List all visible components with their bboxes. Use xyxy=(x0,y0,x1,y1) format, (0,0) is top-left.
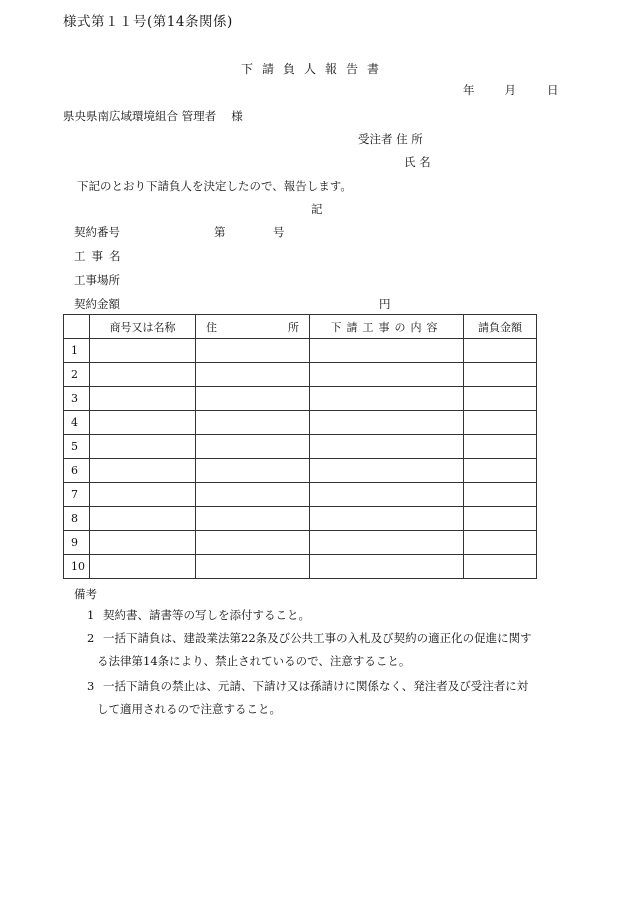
contract-amount-cell[interactable] xyxy=(464,387,537,411)
contract-number-label: 契約番号 xyxy=(74,225,120,239)
work-name-label: 工事名 xyxy=(74,249,127,263)
row-number: 4 xyxy=(64,411,90,435)
document-title: 下請負人報告書 xyxy=(241,62,389,76)
row-number: 9 xyxy=(64,531,90,555)
header-work-contents: 下請工事の内容 xyxy=(310,315,464,339)
work-place-label: 工事場所 xyxy=(74,273,120,287)
subcontractor-table xyxy=(63,314,537,579)
table-header-row xyxy=(64,315,537,339)
address-cell[interactable] xyxy=(196,507,310,531)
contract-amount-cell[interactable] xyxy=(464,459,537,483)
contract-amount-cell[interactable] xyxy=(464,363,537,387)
yen-unit: 円 xyxy=(379,297,391,311)
contract-amount-label: 契約金額 xyxy=(74,297,120,311)
table-row xyxy=(64,435,537,459)
work-contents-cell[interactable] xyxy=(310,483,464,507)
row-number: 1 xyxy=(64,339,90,363)
note-3 xyxy=(87,675,528,698)
contract-amount-cell[interactable] xyxy=(464,435,537,459)
note-1-number: 1 xyxy=(87,608,95,622)
note-2-number: 2 xyxy=(87,631,95,645)
row-number: 3 xyxy=(64,387,90,411)
work-contents-cell[interactable] xyxy=(310,531,464,555)
company-name-cell[interactable] xyxy=(90,435,196,459)
row-number: 5 xyxy=(64,435,90,459)
address-cell[interactable] xyxy=(196,483,310,507)
header-contract-amount: 請負金額 xyxy=(464,315,537,339)
company-name-cell[interactable] xyxy=(90,483,196,507)
table-row xyxy=(64,339,537,363)
contract-number-dai: 第 xyxy=(214,225,226,239)
company-name-cell[interactable] xyxy=(90,555,196,579)
contract-number-go: 号 xyxy=(273,225,285,239)
note-2-text: 一括下請負は、建設業法第22条及び公共工事の入札及び契約の適正化の促進に関す xyxy=(103,631,532,645)
company-name-cell[interactable] xyxy=(90,507,196,531)
note-1-text: 契約書、請書等の写しを添付すること。 xyxy=(103,608,310,622)
note-3-continued: して適用されるので注意すること。 xyxy=(97,702,281,716)
work-contents-cell[interactable] xyxy=(310,339,464,363)
table-row xyxy=(64,531,537,555)
company-name-cell[interactable] xyxy=(90,411,196,435)
note-3-number: 3 xyxy=(87,679,95,693)
note-1 xyxy=(87,604,310,627)
address-cell[interactable] xyxy=(196,435,310,459)
address-cell[interactable] xyxy=(196,339,310,363)
ki-heading: 記 xyxy=(311,202,323,216)
company-name-cell[interactable] xyxy=(90,531,196,555)
row-number: 6 xyxy=(64,459,90,483)
company-name-cell[interactable] xyxy=(90,387,196,411)
address-cell[interactable] xyxy=(196,531,310,555)
address-cell[interactable] xyxy=(196,387,310,411)
note-2 xyxy=(87,627,532,650)
company-name-cell[interactable] xyxy=(90,459,196,483)
work-contents-cell[interactable] xyxy=(310,387,464,411)
address-cell[interactable] xyxy=(196,459,310,483)
intro-text: 下記のとおり下請負人を決定したので、報告します。 xyxy=(77,179,352,193)
date-month: 月 xyxy=(504,83,516,97)
table-row xyxy=(64,387,537,411)
form-number: 様式第１１号(第14条関係) xyxy=(63,14,233,30)
remarks-label: 備考 xyxy=(74,587,97,601)
header-address xyxy=(196,315,310,339)
address-cell[interactable] xyxy=(196,555,310,579)
row-number: 8 xyxy=(64,507,90,531)
row-number: 10 xyxy=(64,555,90,579)
contract-amount-cell[interactable] xyxy=(464,555,537,579)
company-name-cell[interactable] xyxy=(90,363,196,387)
address-cell[interactable] xyxy=(196,411,310,435)
contract-amount-cell[interactable] xyxy=(464,339,537,363)
header-address-ju: 住 xyxy=(206,320,217,334)
contract-amount-cell[interactable] xyxy=(464,483,537,507)
header-number xyxy=(64,315,90,339)
work-contents-cell[interactable] xyxy=(310,363,464,387)
row-number: 7 xyxy=(64,483,90,507)
contractor-address-label: 受注者 住 所 xyxy=(358,132,423,146)
table-row xyxy=(64,459,537,483)
table-row xyxy=(64,363,537,387)
addressee: 県央県南広域環境組合 管理者 様 xyxy=(63,109,243,123)
contract-amount-cell[interactable] xyxy=(464,531,537,555)
work-contents-cell[interactable] xyxy=(310,507,464,531)
table-row xyxy=(64,411,537,435)
contract-amount-cell[interactable] xyxy=(464,507,537,531)
contractor-name-label: 氏 名 xyxy=(404,155,431,169)
date-line xyxy=(463,82,559,98)
table-row xyxy=(64,507,537,531)
work-contents-cell[interactable] xyxy=(310,459,464,483)
note-2-continued: る法律第14条により、禁止されているので、注意すること。 xyxy=(97,654,411,668)
work-contents-cell[interactable] xyxy=(310,435,464,459)
table-row xyxy=(64,483,537,507)
table-row xyxy=(64,555,537,579)
contract-amount-cell[interactable] xyxy=(464,411,537,435)
note-3-text: 一括下請負の禁止は、元請、下請け又は孫請けに関係なく、発注者及び受注者に対 xyxy=(103,679,529,693)
header-address-sho: 所 xyxy=(288,320,299,334)
header-company-name: 商号又は名称 xyxy=(90,315,196,339)
address-cell[interactable] xyxy=(196,363,310,387)
date-year: 年 xyxy=(463,83,475,97)
work-contents-cell[interactable] xyxy=(310,411,464,435)
row-number: 2 xyxy=(64,363,90,387)
company-name-cell[interactable] xyxy=(90,339,196,363)
work-contents-cell[interactable] xyxy=(310,555,464,579)
date-day: 日 xyxy=(547,83,559,97)
